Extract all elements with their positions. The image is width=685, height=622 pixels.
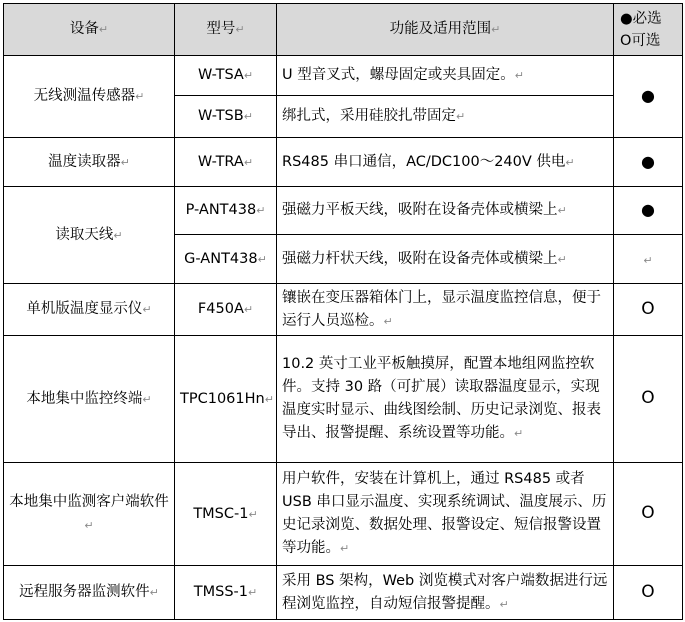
table-row bbox=[4, 56, 683, 96]
function-cell: 用户软件，安装在计算机上，通过 RS485 或者 USB 串口显示温度、实现系统调试、温度展示、历史记录浏览、数据处理、报警设定、短信报警设置等功能。↵ bbox=[277, 463, 614, 566]
function-cell: 镶嵌在变压器箱体门上，显示温度监控信息，便于运行人员巡检。↵ bbox=[277, 284, 614, 336]
selection-mark: O bbox=[614, 463, 683, 566]
table-row bbox=[4, 138, 683, 187]
selection-mark: ● bbox=[614, 56, 683, 138]
model-cell: TMSS-1↵ bbox=[175, 566, 277, 620]
header-model: 型号↵ bbox=[175, 4, 277, 56]
model-cell: W-TRA↵ bbox=[175, 138, 277, 187]
device-cell: 无线测温传感器↵ bbox=[4, 56, 175, 138]
device-spec-table bbox=[3, 3, 683, 620]
function-cell: U 型音叉式，螺母固定或夹具固定。↵ bbox=[277, 56, 614, 96]
table-row bbox=[4, 566, 683, 620]
table-row bbox=[4, 187, 683, 235]
model-cell: TMSC-1↵ bbox=[175, 463, 277, 566]
selection-mark: ↵ bbox=[614, 235, 683, 284]
model-cell: F450A↵ bbox=[175, 284, 277, 336]
function-cell: 采用 BS 架构，Web 浏览模式对客户端数据进行远程浏览监控，自动短信报警提醒。↵ bbox=[277, 566, 614, 620]
table-header-row bbox=[4, 4, 683, 56]
table-row bbox=[4, 336, 683, 463]
device-cell: 本地集中监测客户端软件↵ bbox=[4, 463, 175, 566]
device-cell: 远程服务器监测软件↵ bbox=[4, 566, 175, 620]
model-cell: W-TSB↵ bbox=[175, 96, 277, 138]
header-device: 设备↵ bbox=[4, 4, 175, 56]
function-cell: 10.2 英寸工业平板触摸屏，配置本地组网监控软件。支持 30 路（可扩展）读取器温度显示，实现温度实时显示、曲线图绘制、历史记录浏览、报表导出、报警提醒、系统设置等功能。↵ bbox=[277, 336, 614, 463]
legend-optional: O可选 bbox=[620, 32, 661, 49]
function-cell: 强磁力平板天线，吸附在设备壳体或横梁上↵ bbox=[277, 187, 614, 235]
model-cell: G-ANT438↵ bbox=[175, 235, 277, 284]
device-cell: 读取天线↵ bbox=[4, 187, 175, 284]
selection-mark: O bbox=[614, 566, 683, 620]
model-cell: P-ANT438↵ bbox=[175, 187, 277, 235]
selection-mark: ● bbox=[614, 138, 683, 187]
selection-mark: O bbox=[614, 284, 683, 336]
table-row bbox=[4, 463, 683, 566]
device-cell: 温度读取器↵ bbox=[4, 138, 175, 187]
legend-required: ●必选 bbox=[620, 10, 662, 27]
function-cell: RS485 串口通信，AC/DC100～240V 供电↵ bbox=[277, 138, 614, 187]
header-legend bbox=[614, 4, 683, 56]
selection-mark: ● bbox=[614, 187, 683, 235]
table-row bbox=[4, 284, 683, 336]
model-cell: W-TSA↵ bbox=[175, 56, 277, 96]
function-cell: 强磁力杆状天线，吸附在设备壳体或横梁上↵ bbox=[277, 235, 614, 284]
model-cell: TPC1061Hn↵ bbox=[175, 336, 277, 463]
function-cell: 绑扎式，采用硅胶扎带固定↵ bbox=[277, 96, 614, 138]
device-cell: 单机版温度显示仪↵ bbox=[4, 284, 175, 336]
selection-mark: O bbox=[614, 336, 683, 463]
header-function: 功能及适用范围↵ bbox=[277, 4, 614, 56]
device-cell: 本地集中监控终端↵ bbox=[4, 336, 175, 463]
